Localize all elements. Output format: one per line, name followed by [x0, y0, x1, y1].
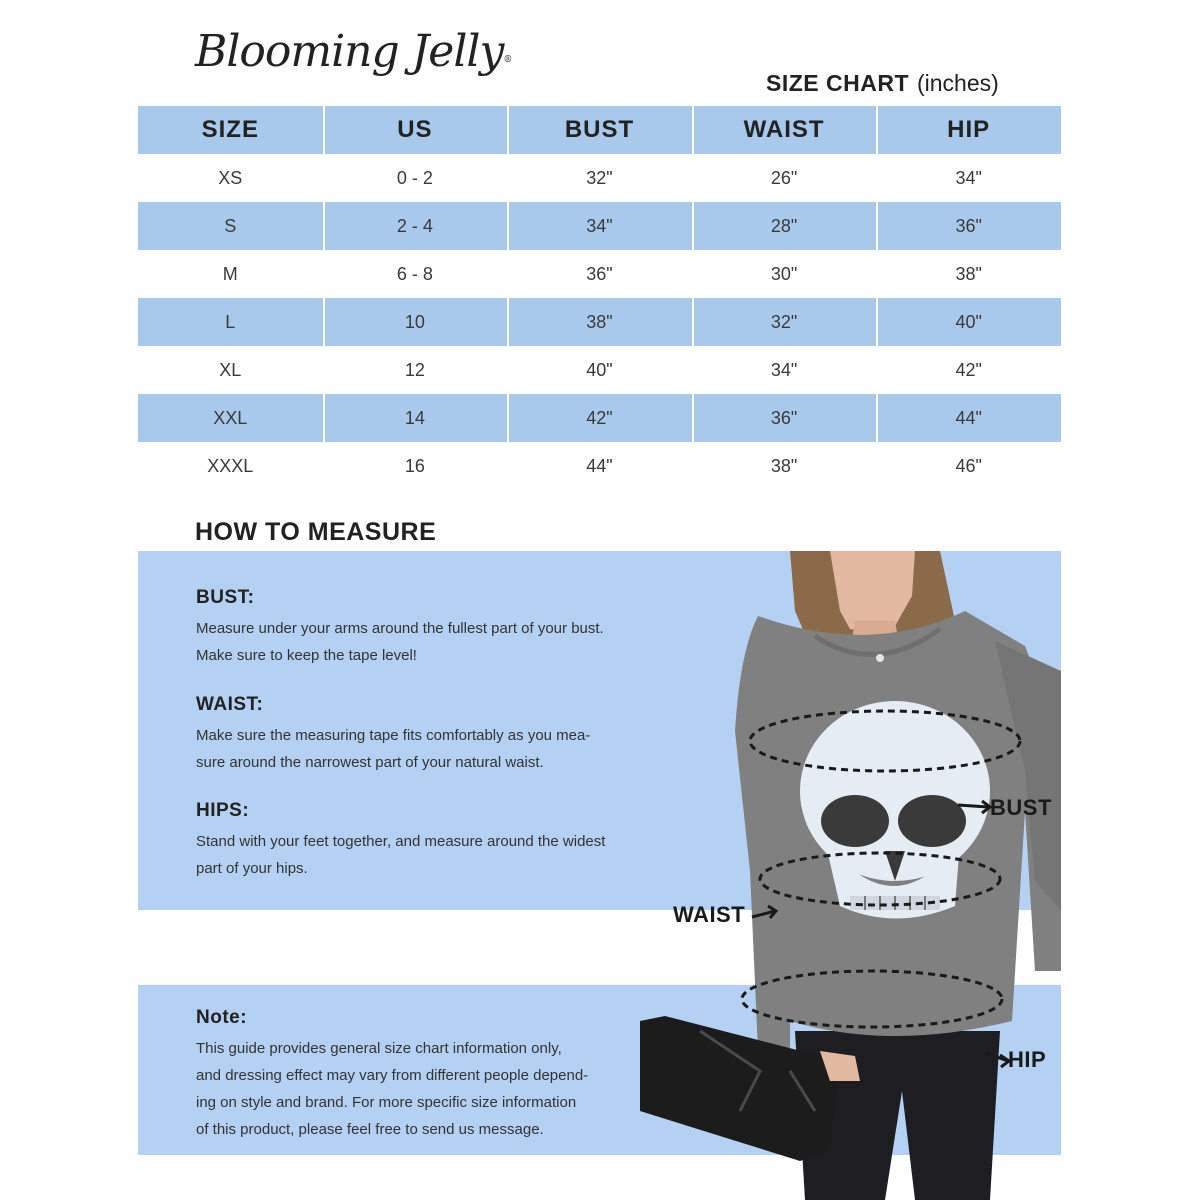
- note-title: Note:: [196, 1007, 248, 1028]
- note-line-4: of this product, please feel free to send us message.: [196, 1121, 544, 1138]
- cell-waist: 34": [770, 359, 798, 380]
- bust-line-2: Make sure to keep the tape level!: [196, 647, 417, 664]
- cell-us: 14: [323, 394, 508, 442]
- hips-line-2: part of your hips.: [196, 860, 308, 877]
- header-us: US: [323, 106, 508, 154]
- model-photo: [640, 551, 1061, 1200]
- size-chart-unit: (inches): [917, 70, 999, 96]
- cell-bust: 36": [586, 263, 613, 284]
- bust-callout-label: BUST: [990, 795, 1052, 820]
- bust-line-1: Measure under your arms around the fullest part of your bust.: [196, 620, 604, 637]
- size-chart-title: SIZE CHART: [766, 70, 909, 96]
- cell-size: S: [224, 215, 237, 236]
- cell-us: 0 - 2: [396, 167, 433, 188]
- table-row: [138, 442, 1061, 490]
- header-waist: WAIST: [692, 106, 877, 154]
- cell-hip: 38": [955, 263, 982, 284]
- table-row: [138, 202, 1061, 250]
- cell-bust: 40": [586, 359, 613, 380]
- bust-instructions: [196, 587, 666, 669]
- table-header-row: [138, 106, 1061, 154]
- waist-line-1: Make sure the measuring tape fits comfortably as you mea-: [196, 727, 591, 744]
- cell-us: 10: [323, 298, 508, 346]
- waist-line-2: sure around the narrowest part of your natural waist.: [196, 754, 544, 771]
- how-to-measure-title: HOW TO MEASURE: [195, 518, 437, 546]
- cell-hip: 44": [876, 394, 1061, 442]
- cell-bust: 38": [507, 298, 692, 346]
- waist-instructions: [196, 694, 666, 776]
- brand-name: Blooming Jelly: [195, 26, 504, 77]
- cell-size: XXL: [213, 407, 248, 428]
- cell-us: 2 - 4: [323, 202, 508, 250]
- size-chart-heading: [766, 70, 999, 97]
- note-line-3: ing on style and brand. For more specific size information: [196, 1094, 577, 1111]
- brand-logo: [195, 22, 512, 82]
- registered-mark: ®: [503, 55, 512, 65]
- header-hip: HIP: [876, 106, 1061, 154]
- cell-waist: 36": [692, 394, 877, 442]
- note-line-2: and dressing effect may vary from different people depend-: [196, 1067, 589, 1084]
- cell-size: XXXL: [207, 455, 254, 476]
- table-row: [138, 154, 1061, 202]
- cell-hip: 36": [876, 202, 1061, 250]
- cell-us: 12: [404, 359, 425, 380]
- cell-bust: 42": [507, 394, 692, 442]
- cell-hip: 34": [955, 167, 982, 188]
- cell-waist: 28": [692, 202, 877, 250]
- cell-waist: 38": [770, 455, 798, 476]
- cell-size: XL: [219, 359, 242, 380]
- hips-title: HIPS:: [196, 800, 250, 821]
- cell-hip: 42": [955, 359, 982, 380]
- table-row: [138, 346, 1061, 394]
- cell-hip: 46": [955, 455, 982, 476]
- waist-title: WAIST:: [196, 694, 264, 715]
- hip-callout-label: HIP: [1008, 1047, 1047, 1072]
- hips-instructions: [196, 800, 666, 882]
- table-row: [138, 250, 1061, 298]
- cell-hip: 40": [876, 298, 1061, 346]
- cell-waist: 32": [692, 298, 877, 346]
- cell-waist: 30": [770, 263, 798, 284]
- bust-title: BUST:: [196, 587, 255, 608]
- table-row: [138, 394, 1061, 442]
- model-illustration: [640, 551, 1061, 1200]
- note-line-1: This guide provides general size chart information only,: [196, 1040, 562, 1057]
- table-row: [138, 298, 1061, 346]
- cell-bust: 34": [507, 202, 692, 250]
- hips-line-1: Stand with your feet together, and measure around the widest: [196, 833, 606, 850]
- cell-us: 16: [404, 455, 425, 476]
- note-block: [196, 1007, 666, 1143]
- header-size: SIZE: [201, 116, 259, 143]
- cell-waist: 26": [770, 167, 798, 188]
- header-bust: BUST: [507, 106, 692, 154]
- cell-size: M: [222, 263, 238, 284]
- cell-size: XS: [218, 167, 243, 188]
- size-table: [138, 106, 1061, 490]
- cell-bust: 32": [586, 167, 613, 188]
- cell-us: 6 - 8: [396, 263, 433, 284]
- cell-bust: 44": [586, 455, 613, 476]
- cell-size: L: [225, 311, 236, 332]
- waist-callout-label: WAIST: [673, 902, 746, 927]
